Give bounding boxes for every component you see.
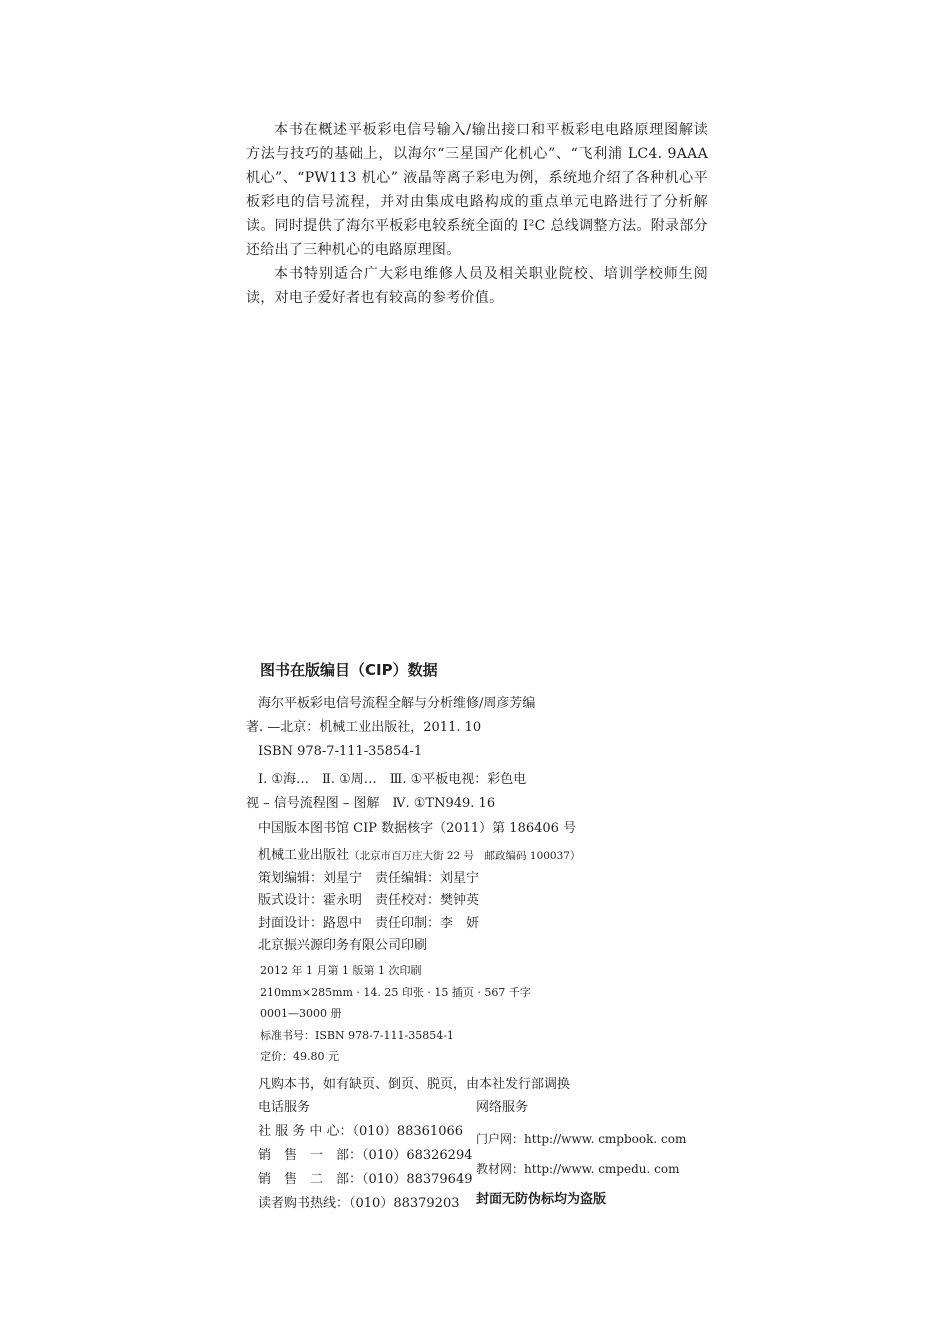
publisher-line (258, 845, 580, 868)
phone-services (258, 1096, 478, 1216)
edition-line: 2012 年 1 月第 1 版第 1 次印刷 (260, 964, 422, 977)
standard-isbn-line: 标准书号：ISBN 978-7-111-35854-1 (260, 1028, 454, 1042)
web-services-heading: 网络服务 (476, 1100, 529, 1115)
anti-counterfeit-notice: 封面无防伪标均为盗版 (476, 1192, 607, 1207)
cip-isbn: ISBN 978-7-111-35854-1 (258, 744, 423, 759)
abstract-p1-line-6: 还给出了三种机心的电路原理图。 (246, 242, 461, 258)
web-services (476, 1096, 716, 1207)
staff-line-2: 版式设计：霍永明 责任校对：樊钟英 (258, 893, 480, 908)
cip-title-line-2: 著. —北京：机械工业出版社，2011. 10 (246, 720, 482, 735)
abstract-paragraph-2 (246, 262, 708, 310)
portal-site: 门户网：http://www. cmpbook. com (476, 1132, 687, 1146)
abstract-paragraph-1 (246, 118, 708, 262)
cip-class-line-2: 视 – 信号流程图 – 图解 Ⅳ. ①TN949. 16 (246, 796, 496, 811)
abstract-p2-line-2: 读，对电子爱好者也有较高的参考价值。 (246, 290, 504, 306)
abstract-p1-line-2: 方法与技巧的基础上，以海尔“三星国产化机心”、“飞利浦 LC4. 9AAA (246, 146, 708, 162)
phone-sales-2: 销 售 二 部：（010）88379649 (258, 1172, 473, 1187)
abstract (246, 118, 708, 310)
staff-line-3: 封面设计：路恩中 责任印制：李 妍 (258, 915, 480, 931)
format-line: 210mm×285mm · 14. 25 印张 · 15 插页 · 567 千字 (260, 985, 531, 999)
publisher-name: 机械工业出版社 (258, 848, 350, 863)
cip-heading: 图书在版编目（CIP）数据 (260, 661, 438, 679)
phone-sales-1: 销 售 一 部：（010）68326294 (258, 1148, 473, 1163)
phone-service-center: 社 服 务 中 心：（010）88361066 (258, 1124, 464, 1139)
textbook-site: 教材网：http://www. cmpedu. com (476, 1162, 680, 1176)
cip-class-line-1: Ⅰ. ①海… Ⅱ. ①周… Ⅲ. ①平板电视：彩色电 (258, 772, 527, 787)
phone-services-heading: 电话服务 (258, 1100, 311, 1115)
abstract-p1-line-1: 本书在概述平板彩电信号输入/输出接口和平板彩电电路原理图解读 (274, 122, 708, 138)
publisher-info (258, 845, 580, 958)
abstract-p1-line-3: 机心”、“PW113 机心” 液晶等离子彩电为例，系统地介绍了各种机心平 (246, 170, 708, 186)
staff-line-1: 策划编辑：刘星宁 责任编辑：刘星宁 (258, 870, 480, 886)
abstract-p1-line-4: 板彩电的信号流程，并对由集成电路构成的重点单元电路进行了分析解 (246, 194, 708, 210)
price-line: 定价：49.80 元 (260, 1050, 339, 1063)
abstract-p1-line-5: 读。同时提供了海尔平板彩电较系统全面的 I²C 总线调整方法。附录部分 (246, 218, 708, 234)
phone-reader-hotline: 读者购书热线：（010）88379203 (258, 1196, 460, 1211)
abstract-p2-line-1: 本书特别适合广大彩电维修人员及相关职业院校、培训学校师生阅 (274, 266, 708, 282)
return-notice: 凡购本书，如有缺页、倒页、脱页，由本社发行部调换 (258, 1077, 571, 1092)
print-info (260, 960, 531, 1068)
cip-entry (246, 692, 618, 816)
cip-library-number: 中国版本图书馆 CIP 数据核字（2011）第 186406 号 (258, 821, 577, 836)
publisher-address: （北京市百万庄大街 22 号 邮政编码 100037） (349, 850, 581, 862)
print-run-line: 0001—3000 册 (260, 1007, 342, 1020)
printer-line: 北京振兴源印务有限公司印刷 (258, 938, 428, 953)
cip-title-line-1: 海尔平板彩电信号流程全解与分析维修/周彦芳编 (258, 696, 536, 711)
